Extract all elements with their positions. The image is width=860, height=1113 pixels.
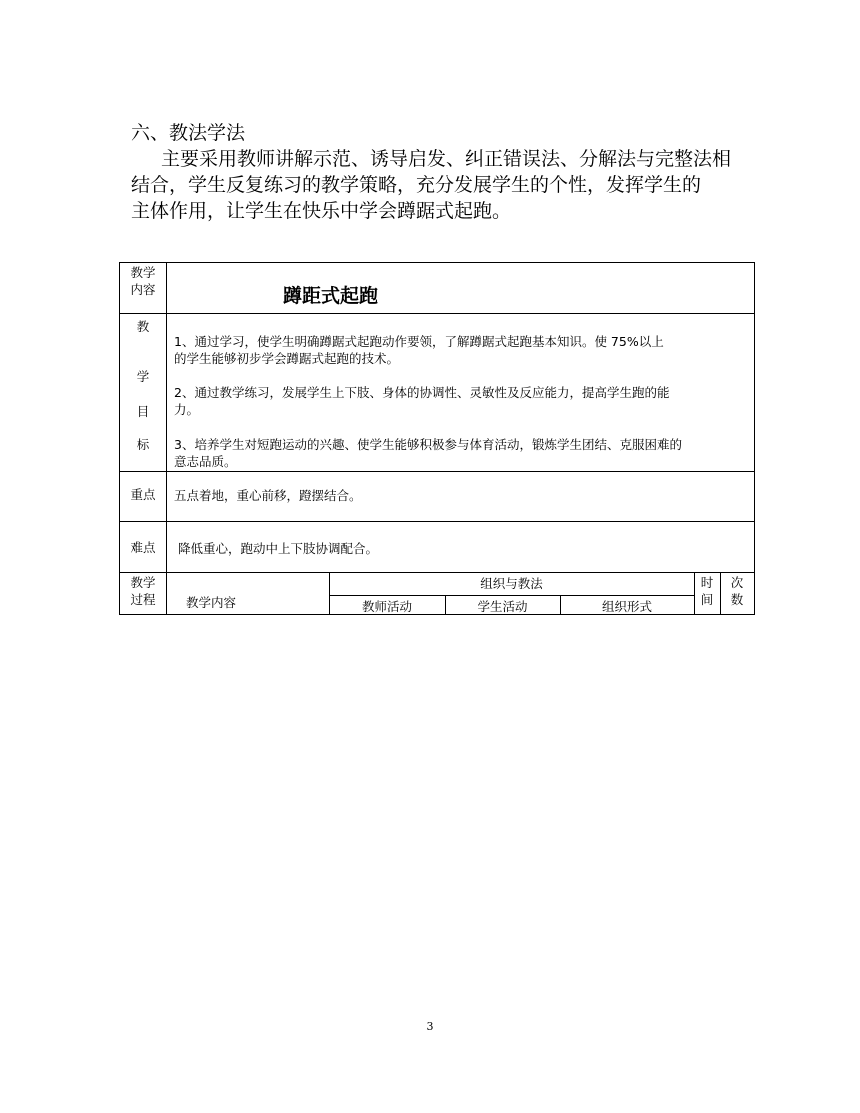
row-key-point — [119, 471, 755, 521]
objective-line: 力。 — [174, 402, 200, 417]
label-text: 标 — [136, 437, 150, 452]
paragraph-line: 主要采用教师讲解示范、诱导启发、纠正错误法、分解法与完整法相 — [161, 148, 732, 170]
page-number: 3 — [426, 1020, 434, 1033]
content-title: 蹲距式起跑 — [283, 285, 379, 307]
label-text: 教 — [136, 319, 150, 334]
paragraph-line: 主体作用，让学生在快乐中学会蹲踞式起跑。 — [131, 200, 512, 222]
objective-line: 3、培养学生对短跑运动的兴趣、使学生能够积极参与体育活动，锻炼学生团结、克服困难的 — [174, 437, 682, 452]
objective-item — [174, 333, 750, 367]
objective-line: 意志品质。 — [174, 454, 237, 469]
times-header — [720, 574, 754, 608]
objective-item — [174, 384, 750, 418]
objective-item — [174, 436, 750, 470]
row-teaching-content — [119, 262, 755, 313]
org-form-header: 组织形式 — [601, 599, 652, 614]
times-header-char: 数 — [730, 592, 744, 607]
label-cell — [120, 522, 167, 572]
time-header — [694, 574, 720, 608]
label-text: 教学 — [130, 265, 156, 280]
times-header-char: 次 — [730, 575, 744, 590]
row-difficulty — [119, 521, 755, 572]
label-cell — [120, 573, 167, 614]
content-column-header: 教学内容 — [186, 595, 237, 610]
key-point-text: 五点着地，重心前移，蹬摆结合。 — [174, 488, 362, 503]
label-text: 内容 — [130, 282, 156, 297]
time-header-char: 时 — [700, 575, 714, 590]
label-cell — [120, 472, 167, 521]
student-activity-header: 学生活动 — [477, 599, 528, 614]
label-text: 目 — [136, 404, 150, 419]
section-heading: 六、教法学法 — [131, 122, 246, 144]
teacher-activity-header: 教师活动 — [361, 599, 412, 614]
objective-line: 的学生能够初步学会蹲踞式起跑的技术。 — [174, 351, 400, 366]
label-text: 教学 — [130, 575, 156, 590]
divider — [329, 595, 694, 596]
method-paragraph — [131, 146, 732, 224]
label-text: 重点 — [130, 487, 156, 502]
row-teaching-objectives — [119, 313, 755, 471]
objective-line: 2、通过教学练习，发展学生上下肢、身体的协调性、灵敏性及反应能力，提高学生跑的能 — [174, 385, 670, 400]
objective-line: 1、通过学习，使学生明确蹲踞式起跑动作要领，了解蹲踞式起跑基本知识。使 75%以上 — [174, 334, 664, 349]
label-text: 难点 — [130, 540, 156, 555]
label-cell — [120, 314, 167, 471]
label-text: 学 — [136, 369, 150, 384]
difficulty-text: 降低重心，跑动中上下肢协调配合。 — [178, 541, 379, 556]
label-cell — [120, 263, 167, 313]
paragraph-line: 结合，学生反复练习的教学策略，充分发展学生的个性，发挥学生的 — [131, 174, 702, 196]
label-text: 过程 — [130, 592, 156, 607]
time-header-char: 间 — [700, 592, 714, 607]
org-method-header: 组织与教法 — [480, 576, 543, 591]
row-teaching-process — [119, 572, 755, 615]
